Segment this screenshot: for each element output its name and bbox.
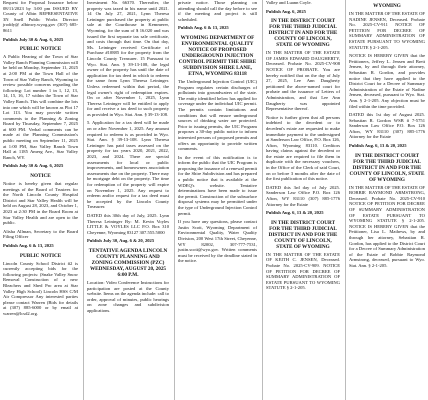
court-heading: IN THE DISTRICT COURT FOR THE THIRD JUDICIAL DISTRICT IN AND FOR THE COUNTY OF LINCOLN, STATE OF WYOMING: [268, 219, 338, 250]
notice-text: Lincoln County School District #2 is currently accepting bids for the following projects: (Snake Valley Snow Removal Construction of a new Bleachers and Shed Pro area at Star Valley High School) Lincoln HSS C/M Air Compressor Any interested parties please contact Warren (Bids for details at (307) 885-6000 or by email at warren@lcsd2.org.: [3, 260, 78, 316]
notice-text: In the event of this notification is to inform the public that the UIC Program is proposing the issuance of a renewal permit for the Shire Subdivision and has prepared a public notice that is available at the WDEQ's website. Tentative determinations have been made to issue the permit. Construction of the subsurface disposal systems may be permitted under the type of Underground Injection Control permit.: [178, 154, 257, 216]
notice-heading: PUBLIC NOTICE: [19, 46, 62, 53]
court-heading: WYOMING: [373, 3, 401, 9]
notice-text: Request for Proposal Issuance below 08/11/2023 by 3:00 pm ISSUED BY County of Albin REPRESENTATIVE 3N Snell Public Works Director jroddy@ albinwy.wyog.gov (307) 685-8611: [3, 0, 78, 33]
court-heading: IN THE DISTRICT COURT FOR THE THIRD JUDICIAL DISTRICT IN AND FOR THE COUNTY OF LINCOLN, STATE OF WYOMING: [349, 152, 425, 183]
publish-line: Publish Aug. 6, 13 & 20, 2025: [266, 210, 324, 216]
publish-line: Publish July 30 & Aug. 6, 2025: [3, 36, 64, 42]
court-heading: IN THE DISTRICT COURT FOR THE THIRD JUDICIAL DISTRICT IN AND FOR THE COUNTY OF LINCOLN, STATE OF WYOMING: [268, 18, 338, 49]
column-2: [83, 0, 172, 400]
notice-text: NOTICE IS HEREBY GIVEN that the Petitioners, Jeffery L. Jensen and Brett Jensen, by and through their attorney, Sebastian R. Gordon, and provides notice that they have applied to the District Court for a Decree of Summary Administration of the Estate of Nadine Jensen, deceased, pursuant to Wyo. Stat. Ann. § 2-1-205. Any objection must be filed within the time provided.: [349, 53, 425, 109]
publish-line: Publish Aug. 6 & 13, 2025: [178, 25, 229, 31]
publish-line: Publish July 30, Aug. 6 & 20, 2025: [87, 238, 155, 244]
publish-line: Publish Aug. 6, 2025: [266, 8, 306, 14]
notice-text: A Public Hearing of the Town of Star Valley Ranch Planning Commission will be held on Monday, September 11, 2025 at 2:00 PM at the Town Hall of the Town of Star Valley Ranch, Wyoming to review possible concerns regarding the following: Lot number 1 in 1, 12, 13, 14, 15, 16, 17 within the Town of Star Valley Ranch. This will combine the lots into one which will be known as Plot 17 Lot 113. You may provide written comments to the Planning & Zoning Board by Thursday, September 7, 2025 at 600 PM. Verbal comments can be made at the Planning Commission's public meeting on September 11, 2025 at 1:00 PM, Star Valley Ranch Town Hall at 1185 Amerg Ave., Star Valley Ranch, WY.: [3, 54, 78, 160]
notice-text: IN THE MATTER OF THE ESTATE OF BOBBIE RAYMOND ARMSTRONG, Deceased. Probate No. 2025-CV-910 NOTICE OF PETITION FOR DECREE OF SUMMARY ADMINISTRATION OF ESTATE PURSUANT TO WYOMING STATUTE § 2-1-205. NOTICE IS HEREBY GIVEN that the Petitioner, Lisa L. Mathews, by and through her attorney, Sebastian R. Gordon, has applied to the District Court for a Decree of Summary Administration of the Estate of Bobbie Raymond Armstrong, deceased, pursuant to Wyo. Stat. Ann. § 2-1-205.: [349, 184, 425, 268]
notice-text: 5. Application for a tax deed will be made on or after November 1, 2025. Any amount required to redeem is as provided in Wyo. Stat. Ann. § 39-13-108. Lynn Theresa Leininger has paid taxes assessed on the property for tax years 2020, 2021, 2022, 2023, and 2024. There are special assessments for local or public improvements, and homeowners association assessments due on the property. There may be mortgage debt on the property. The time for redemption of the property will expire on November 1, 2025. Any request to redeem and/or request for a tax deed must be accepted by the Lincoln County Treasurer.: [87, 120, 169, 210]
notice-text: IN THE MATTER OF THE ESTATE OF NADINE JENSEN, Deceased. Probate No. 2025-CV-911 NOTICE OF PETITION FOR DECREE OF SUMMARY ADMINISTRATION OF ESTATE PURSUANT TO WYOMING STATUTE § 2-1-205.: [349, 11, 425, 50]
notice-text: Notice is hereby given that regular meetings of the Board of Trustees for the North Lincoln County Hospital District and Star Valley Health will be held on August 28, 2023, and October 1, 2023 at 2:30 PM in the Board Room at Star Valley Health and are open to the public.: [3, 181, 78, 226]
agenda-text: Location: Video Conference Instructions for participation are posted at the County website. Items on the agenda include: call to order, approval of minutes, public hearings on zone changes and subdivision applications.: [87, 279, 169, 313]
signature-block: DATED this 1st day of August 2025. Sebastian R. Gordon WSB # 7-5751 Sanderson Law Office P.O. Box 126 Afton, WY 83110 (307) 885-1776 Attorney for the Estate: [349, 112, 425, 140]
signature-block: Alisha Allman, Secretary to the Board Filing Officer: [3, 228, 78, 240]
notice-text: IN THE MATTER OF THE ESTATE OF KEITH C. JENSEN, Deceased. Probate No. 2025-CV-909. NOTICE OF PETITION FOR DECREE OF SUMMARY ADMINISTRATION OF ESTATE PURSUANT TO WYOMING STATUTE § 2-1-205.: [266, 251, 340, 291]
signature-block: DATED this 30th day of July, 2025. Lynn Theresa Leininger By: M. Kevin Voyles LITTLE & VOYLES LLC P.O. Box 310 Cheyenne, Wyoming 83127 307.555.5000: [87, 212, 169, 235]
notice-text: The Underground Injection Control (UIC) Program regulates certain discharges of pollutants into groundwaters of the state. The entity identified below has applied for coverage under the individual UIC permit. The permits contain limitations and conditions that will ensure underground sources of drinking water are protected. Prior to issuing permits, the UIC Program proposes a 30-day public notice to inform interested persons of proposed permits and offers an opportunity to provide written comments.: [178, 78, 257, 152]
column-1: [0, 0, 81, 400]
agenda-heading: TENTATIVE AGENDA LINCOLN COUNTY PLANNING AND ZONING COMMISSION (PZC) WEDNESDAY, AUGUST 20, 2025 6:00 P.M.: [88, 247, 168, 278]
notice-text: private notice. Those planning on attending should call the day before to see if the meeting and project is still scheduled.: [178, 0, 257, 22]
notice-heading: WYOMING DEPARTMENT OF ENVIRONMENTAL QUALITY NOTICE OF PROPOSED UNDERGROUND INJECTION CONTROL PERMIT THE SHIRE SUBDIVISION SHIRE LANE, ETNA, WYOMING 83118: [178, 34, 257, 77]
notice-text: Valley and Luann Coyle.: [266, 0, 312, 5]
notice-text: Notice is further given that all persons indebted to the decedent or to decedent's estate are requested to make immediate payment to the undersigned at Sanderson Law Office, P.O. Box 126, Afton, Wyoming 83110. Creditors having claims against the decedent or the estate are required to file them in duplicate with the necessary vouchers, in the Office of the Clerk of said Court, on or before 3 months after the date of the first publication of this notice.: [266, 114, 340, 182]
signature-block: DATED this 3rd day of July 2025. Sanderson Law Office P.O. Box 126 Afton, WY 83110 (307) 885-1776 Attorney for the Estate: [266, 184, 340, 207]
column-3: [174, 0, 260, 400]
publish-line: Publish Aug. 6 & 13, 2025: [3, 242, 54, 248]
publish-line: Publish July 30 & Aug. 6, 2025: [3, 163, 64, 169]
notice-text: Investment No. 66370. Thereafter, the property was taxed in his name until 2021. 14 On July 27, 2021, Lynn Theresa Leininger purchased the property at public sale at the Courthouse in Kemmerer, Wyoming, for the sum of $ 16.020 and was issued the first separate tax sale certificate, and costs through that time. On that day, Ms. Leininger received Certificate of Purchase #10885 for the property from the Lincoln County Treasurer. 15 Pursuant to Wyo. Stat. Ann. § 39-13-108, the legal owner of the property has until the date of application for tax deed in which to redeem the same from Lynn Theresa Leininger. Unless redeemed within that period, the legal owner's right of redemption expires. On or after November 1, 2025, Lynn Theresa Leininger will be entitled to apply for and receive a tax deed to such property as provided in Wyo. Stat. Ann. § 39-13-108.: [87, 0, 169, 117]
notice-text: If you have any questions, please contact Justin Scott, Wyoming Department of Environmental Quality, Water Quality Division, 200 West 17th Street, Cheyenne, WY 82002, 307-777-7531, justin.scott@wyo.gov. Written comments must be received by the deadline stated in the notice.: [178, 219, 257, 264]
publish-line: Publish Aug. 6, 13 & 20, 2025: [349, 143, 407, 149]
notice-text: IN THE MATTER OF THE ESTATE OF JAMES EDWARD DAUGHERTY, Deceased. Probate No. 2025-CV-908 NOTICE OF PROBATE. You are hereby notified that on the day of July 27, 2025, Lee Ann Daugherty petitioned the above-named court for probate and the issuance of Letters of Administration, and that Lee Ann Daugherty was appointed Representative thereof.: [266, 50, 340, 112]
notice-heading: NOTICE: [30, 173, 51, 180]
column-5: [345, 0, 428, 400]
notice-heading: PUBLIC NOTICE: [19, 252, 62, 259]
column-4: [262, 0, 343, 400]
